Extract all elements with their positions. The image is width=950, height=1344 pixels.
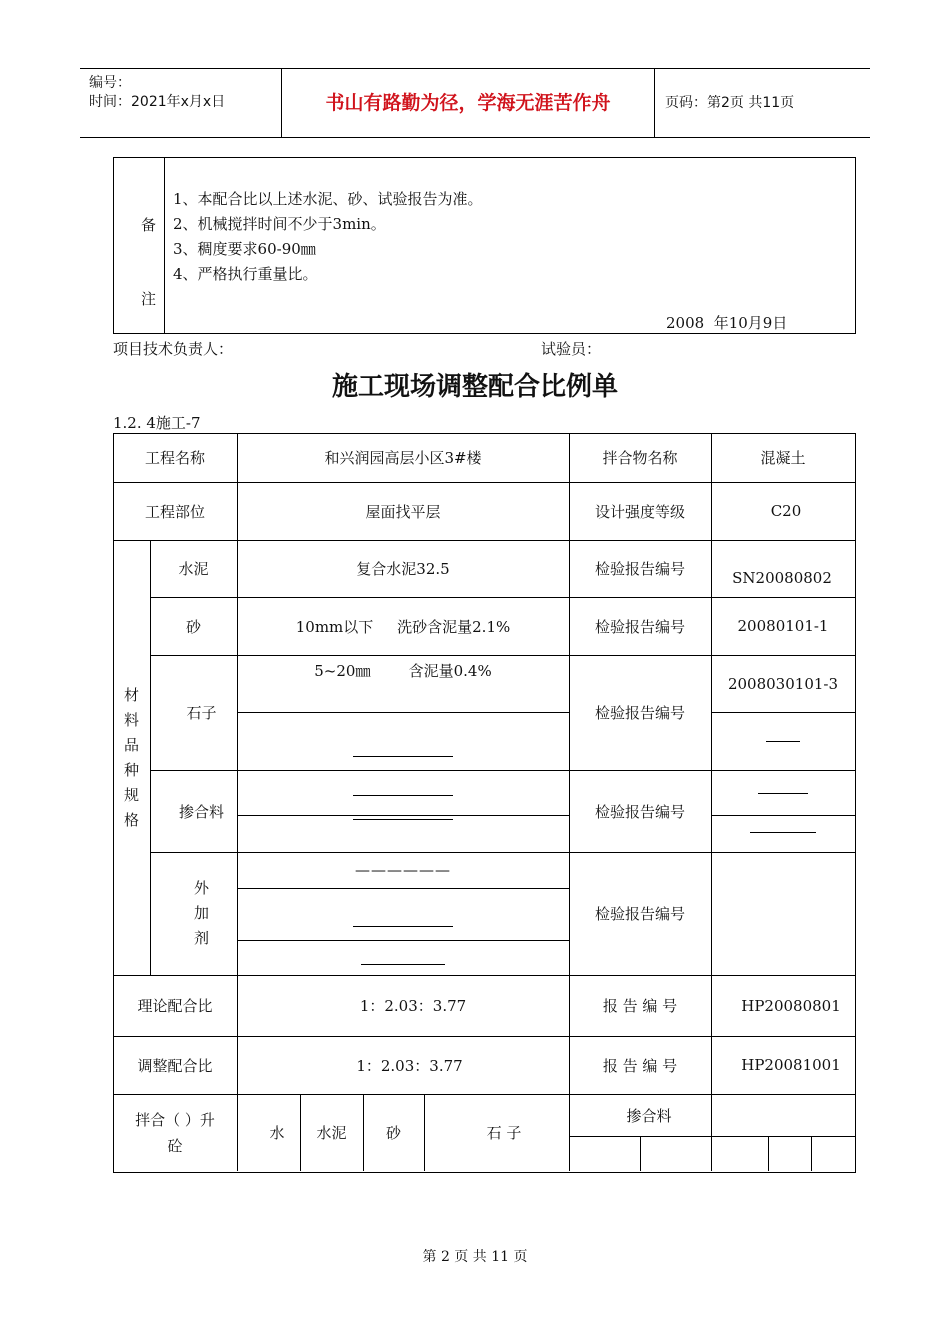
project-name-label: 工程名称	[144, 449, 205, 467]
cement-label: 水泥	[178, 560, 209, 578]
theory-ratio: 1：2.03：3.77	[359, 997, 467, 1015]
notes-date: 2008 年10月9日	[666, 314, 788, 332]
material-spec-label: 材 料 品 种 规 格	[123, 685, 139, 829]
notes-label-top: 备	[141, 216, 157, 234]
additive-blank-2	[237, 940, 569, 975]
adjust-ratio: 1：2.03：3.77	[356, 1056, 463, 1075]
adjust-report: HP20081001	[741, 1056, 841, 1074]
admixture-label: 掺合料	[178, 802, 224, 821]
sand-label: 砂	[185, 617, 201, 636]
tech-lead-signature: 项目技术负责人：	[113, 340, 234, 358]
cement-report-label: 检验报告编号	[594, 560, 685, 578]
note-item: 2、机械搅拌时间不少于3min。	[173, 215, 386, 233]
stone-report-blank	[711, 712, 855, 770]
cement-header: 水泥	[316, 1124, 347, 1142]
adjust-ratio-label: 调整配合比	[137, 1056, 213, 1075]
notes-label-bottom: 注	[141, 290, 157, 308]
part-value: 屋面找平层	[365, 502, 441, 521]
stone-header: 石 子	[486, 1124, 522, 1142]
mix-name: 混凝土	[760, 449, 806, 467]
number-label: 编号：	[89, 75, 131, 91]
theory-report-label: 报 告 编 号	[602, 997, 678, 1015]
sand-mud: 洗砂含泥量2.1%	[397, 617, 511, 636]
form-title: 施工现场调整配合比例单	[331, 372, 618, 402]
stone-size: 5~20㎜	[314, 662, 371, 680]
header-page-info: 页码：第2页 共11页	[665, 95, 795, 111]
stone-report: 2008030101-3	[727, 674, 839, 693]
admixture-header: 掺合料	[626, 1106, 672, 1125]
additive-label: 外 加 剂	[193, 879, 209, 947]
admixture-report-blank-1	[711, 770, 855, 815]
additive-report-label: 检验报告编号	[594, 905, 685, 923]
stone-report-label: 检验报告编号	[594, 704, 685, 722]
grade-value: C20	[770, 502, 802, 520]
admixture-blank-2	[237, 815, 569, 852]
mix-name-label: 拌合物名称	[602, 449, 678, 467]
admixture-blank-1	[237, 770, 569, 815]
adjust-report-label: 报 告 编 号	[602, 1056, 678, 1075]
page-footer: 第 2 页 共 11 页	[422, 1249, 528, 1265]
note-item: 3、稠度要求60-90㎜	[173, 240, 316, 258]
project-name: 和兴润园高层小区3#楼	[324, 449, 482, 467]
sand-header: 砂	[385, 1124, 401, 1142]
header-motto: 书山有路勤为径，学海无涯苦作舟	[282, 69, 655, 137]
theory-report: HP20080801	[741, 996, 841, 1015]
stone-label: 石子	[186, 704, 217, 722]
tester-signature: 试验员：	[541, 340, 602, 358]
admixture-report-blank-2	[711, 815, 855, 852]
stone-blank	[237, 712, 569, 770]
water-header: 水	[269, 1124, 285, 1142]
cement-report: SN20080802	[732, 569, 832, 587]
sand-report-label: 检验报告编号	[594, 617, 685, 636]
sand-value	[237, 597, 569, 655]
sand-report: 20080101-1	[737, 617, 829, 635]
sand-size: 10mm以下	[295, 617, 374, 636]
additive-dashes: ——————	[355, 861, 451, 879]
form-code: 1.2. 4施工-7	[113, 414, 201, 432]
stone-value	[237, 660, 569, 710]
time-label: 时间：2021年x月x日	[89, 94, 226, 110]
cement-value: 复合水泥32.5	[356, 560, 450, 578]
batch-label: 拌合（ ）升 砼	[135, 1110, 215, 1155]
note-item: 1、本配合比以上述水泥、砂、试验报告为准。	[173, 190, 483, 208]
part-label: 工程部位	[144, 502, 205, 521]
additive-blank-1	[237, 888, 569, 940]
stone-mud: 含泥量0.4%	[408, 662, 492, 680]
grade-label: 设计强度等级	[594, 502, 685, 521]
note-item: 4、严格执行重量比。	[173, 265, 318, 283]
theory-ratio-label: 理论配合比	[137, 997, 213, 1015]
admixture-report-label: 检验报告编号	[594, 802, 685, 821]
